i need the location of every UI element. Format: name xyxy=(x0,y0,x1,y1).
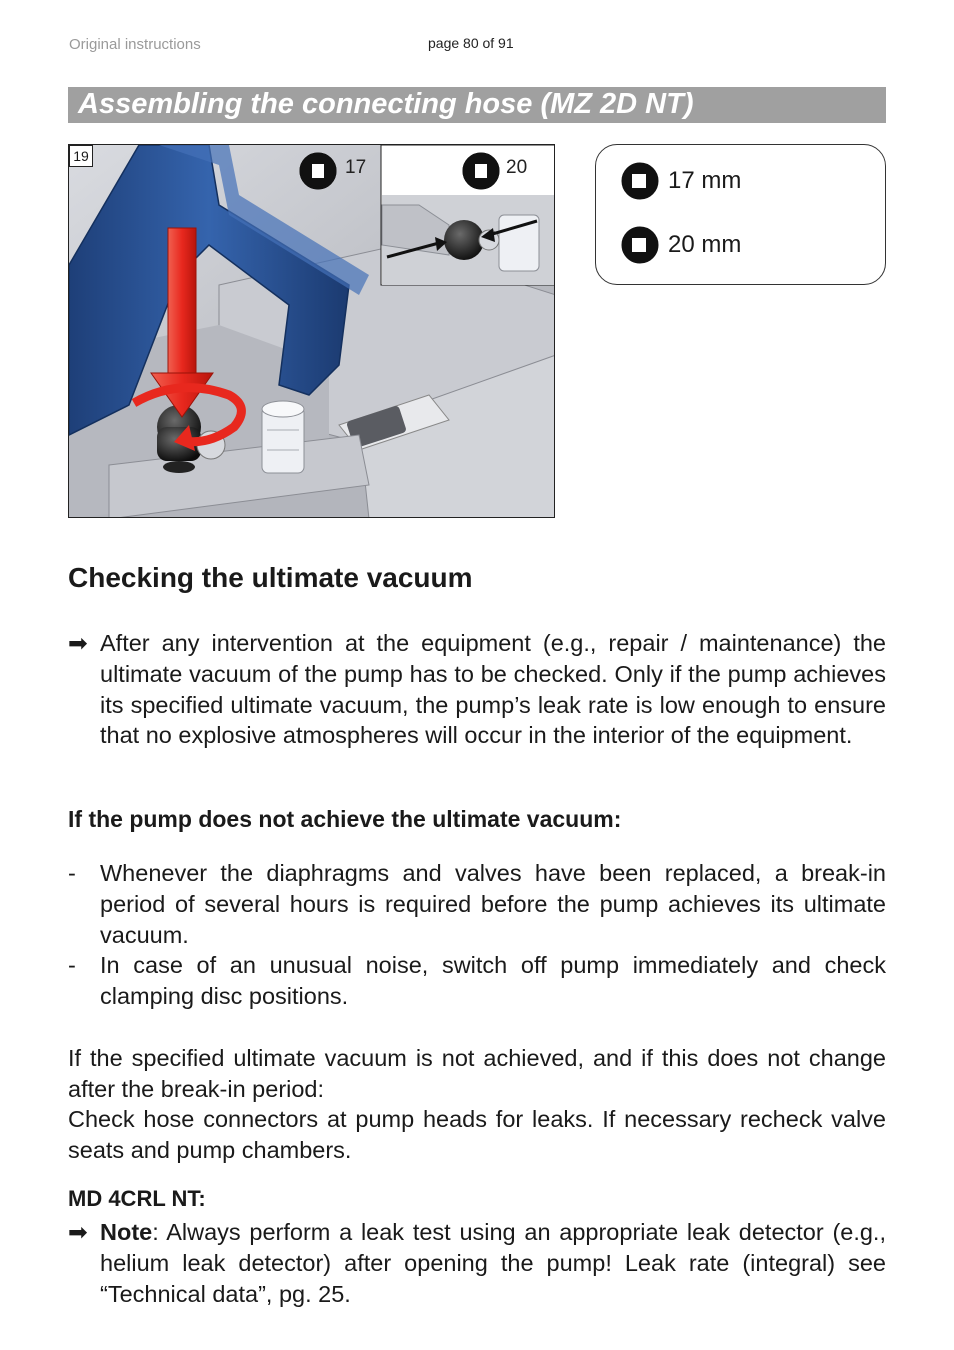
wrench-icon xyxy=(298,151,338,191)
list-item xyxy=(68,858,886,950)
note-text xyxy=(100,1217,886,1309)
wrench-icon xyxy=(620,161,660,201)
paragraph: If the specified ultimate vacuum is not achieved, and if this does not change after the break-in period: xyxy=(68,1045,886,1102)
list-item-text: In case of an unusual noise, switch off pump immediately and check clamping disc positions. xyxy=(100,952,886,1009)
subheading-not-achieved: If the pump does not achieve the ultimate vacuum: xyxy=(68,806,622,832)
arrow-icon: ➡ xyxy=(68,630,88,656)
page-number: page 80 of 91 xyxy=(428,35,514,51)
legend-label-20: 20 mm xyxy=(668,231,742,258)
list-item-text: Whenever the diaphragms and valves have been replaced, a break-in period of several hours is required before the pump achieves its ultimate vacuum. xyxy=(100,860,886,948)
section-heading: Checking the ultimate vacuum xyxy=(68,562,473,593)
section-title-bar xyxy=(68,87,886,123)
note-body: : Always perform a leak test using an appropriate leak detector (e.g., helium leak detector) after opening the pump! Leak rate (integral) see “Technical data”, pg. 25. xyxy=(100,1219,886,1307)
note-item xyxy=(68,1217,886,1309)
subheading-model: MD 4CRL NT: xyxy=(68,1186,206,1211)
wrench-size-legend xyxy=(595,144,886,285)
instruction-item xyxy=(68,628,886,751)
list-item xyxy=(68,950,886,1012)
section-title: Assembling the connecting hose (MZ 2D NT) xyxy=(78,88,694,120)
wrench-size-main: 17 xyxy=(345,157,367,178)
figure-19 xyxy=(68,144,555,518)
wrench-icon xyxy=(620,225,660,265)
legend-label-17: 17 mm xyxy=(668,167,742,194)
header-left: Original instructions xyxy=(69,36,201,53)
dash-marker: - xyxy=(68,952,76,978)
wrench-size-inset: 20 xyxy=(506,157,528,178)
legend-row-17 xyxy=(620,161,741,201)
legend-row-20 xyxy=(620,225,741,265)
dash-marker: - xyxy=(68,860,76,886)
pump-illustration xyxy=(69,145,555,518)
arrow-icon: ➡ xyxy=(68,1219,88,1245)
note-label: Note xyxy=(100,1219,153,1245)
wrench-icon xyxy=(461,151,501,191)
instruction-text: After any intervention at the equipment (e.g., repair / maintenance) the ultimate vacuum of the pump has to be checked. Only if the pump achieves its specified ultimate vacuum, the pump’s leak rate is low enough to ensure that no explosive atmospheres will occur in the interior of the equipment. xyxy=(100,630,886,749)
figure-number: 19 xyxy=(69,145,93,167)
paragraph: Check hose connectors at pump heads for leaks. If necessary recheck valve seats and pump chambers. xyxy=(68,1106,886,1163)
